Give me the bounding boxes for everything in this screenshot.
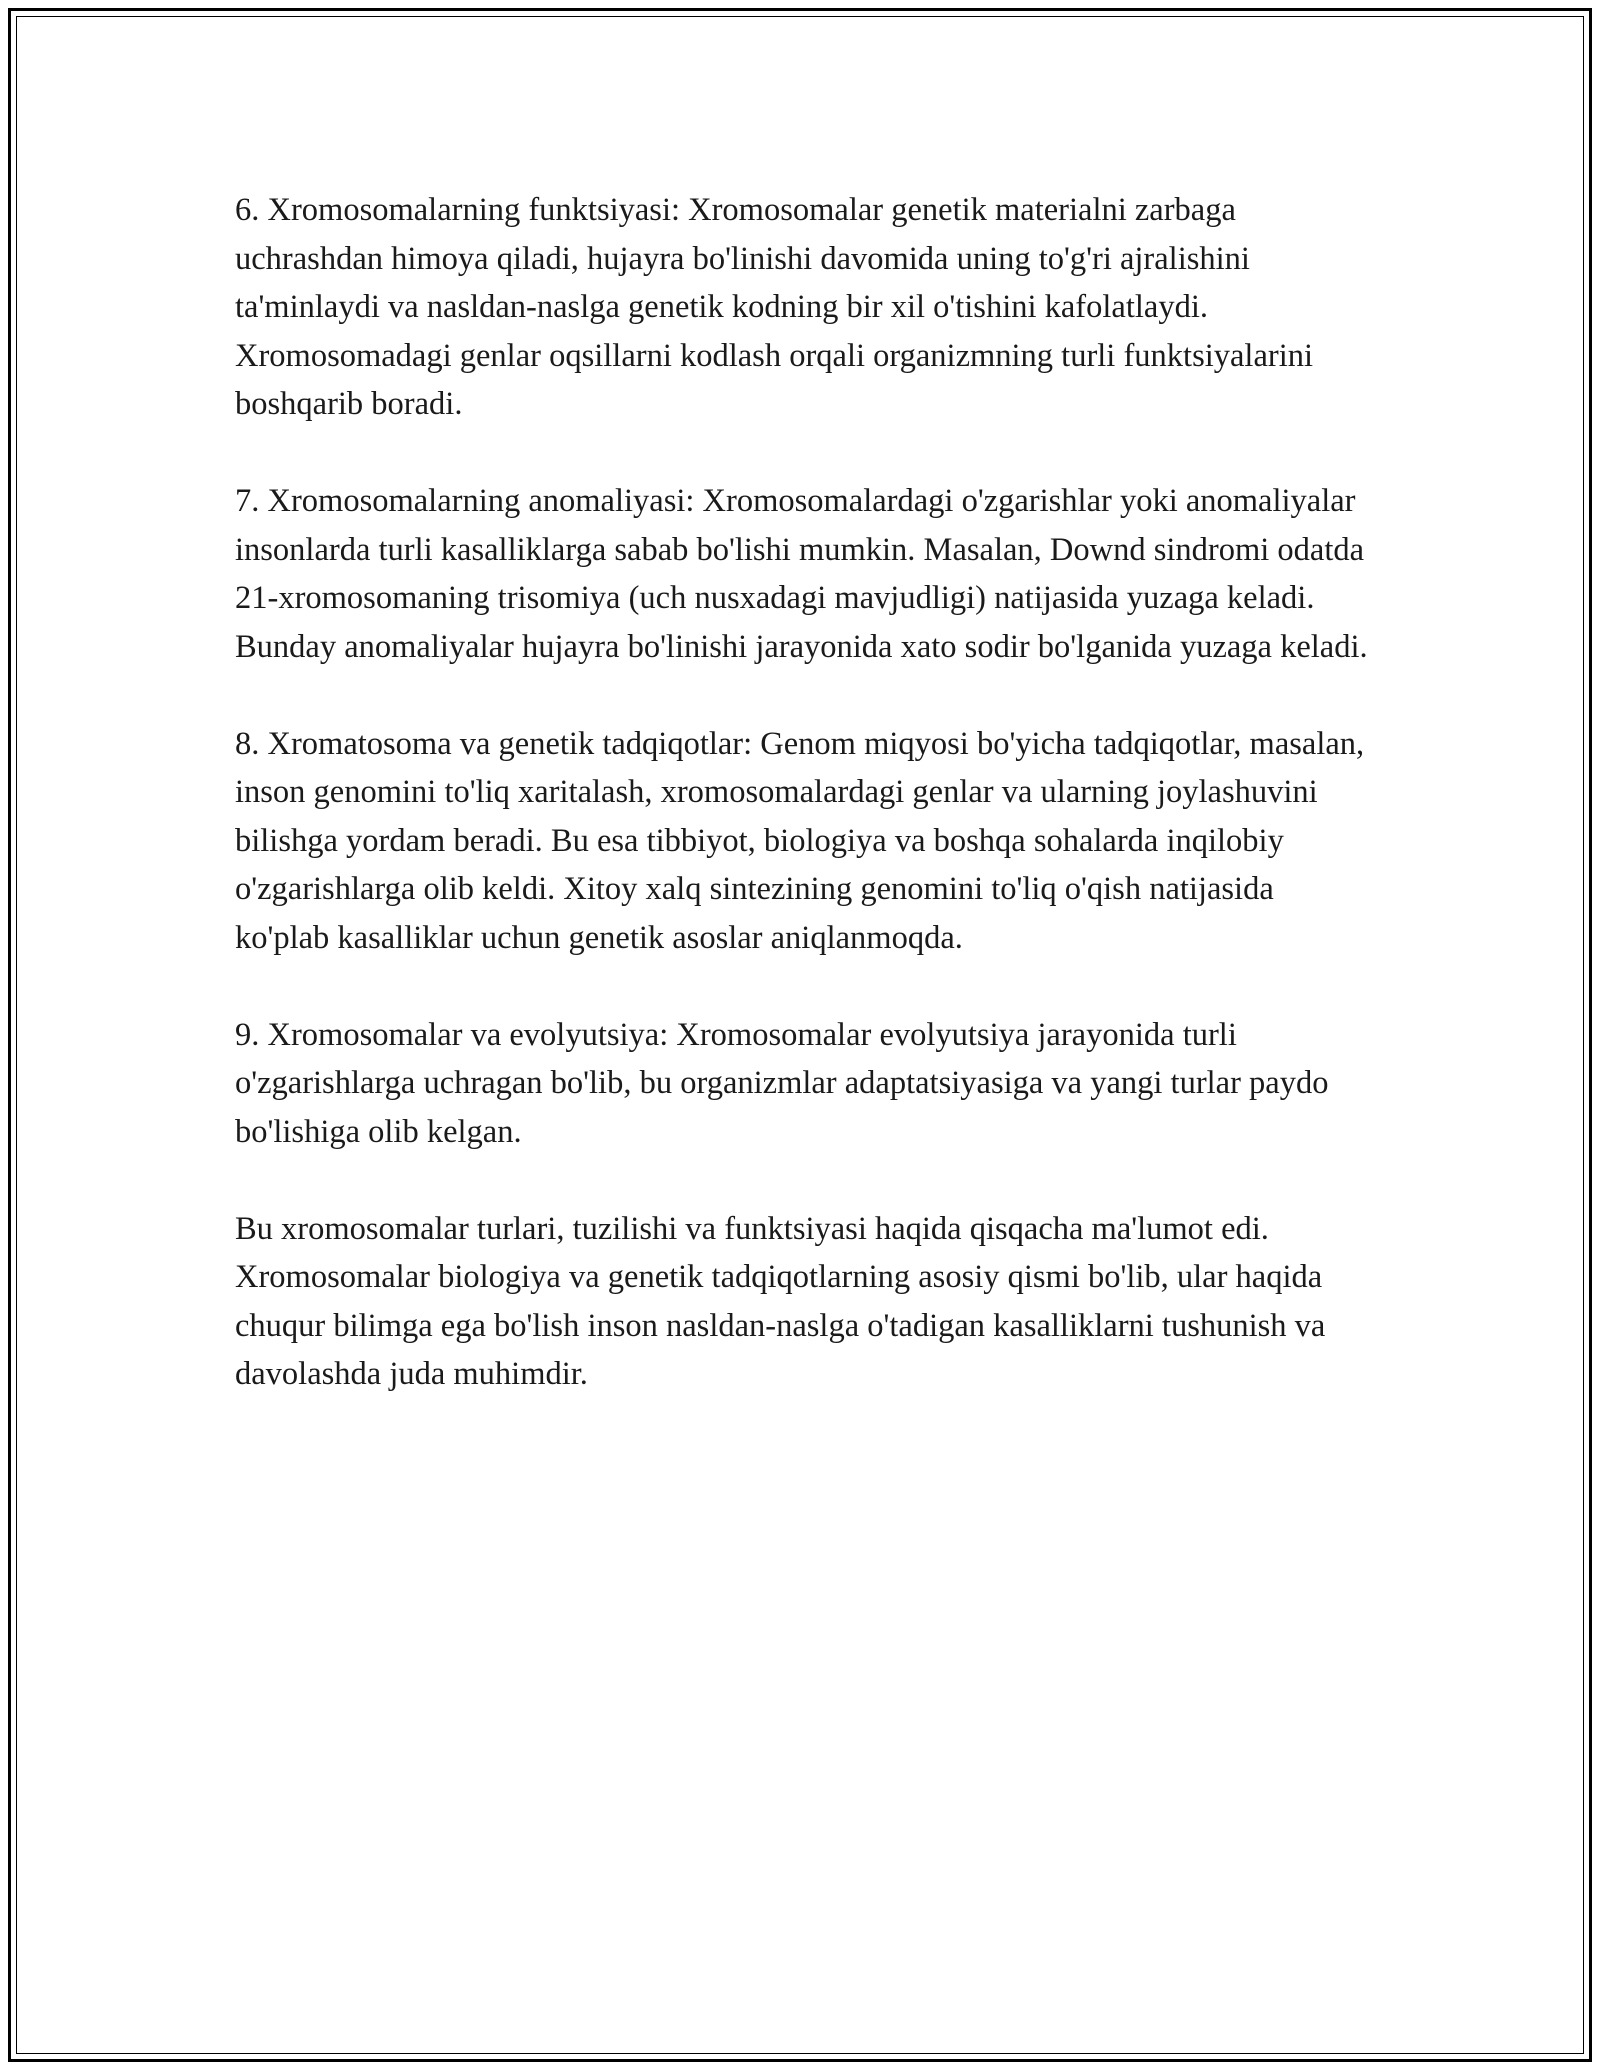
paragraph-summary: Bu xromosomalar turlari, tuzilishi va funktsiyasi haqida qisqacha ma'lumot edi. Xromosomalar biologiya va genetik tadqiqotlarning asosiy qismi bo'lib, ular haqida chuqur bilimga ega bo'lish inson nasldan-naslga o'tadigan kasalliklarni tushunish va davolashda juda muhimdir.	[235, 1210, 1326, 1392]
document-body	[235, 186, 1375, 1447]
paragraph-genetic-research: 8. Xromatosoma va genetik tadqiqotlar: Genom miqyosi bo'yicha tadqiqotlar, masalan, inson genomini to'liq xaritalash, xromosomalardagi genlar va ularning joylashuvini bilishga yordam beradi. Bu esa tibbiyot, biologiya va boshqa sohalarda inqilobiy o'zgarishlarga olib keldi. Xitoy xalq sintezining genomini to'liq o'qish natijasida ko'plab kasalliklar uchun genetik asoslar aniqlanmoqda.	[235, 725, 1365, 956]
paragraph-evolution: 9. Xromosomalar va evolyutsiya: Xromosomalar evolyutsiya jarayonida turli o'zgarishlarga uchragan bo'lib, bu organizmlar adaptatsiyasiga va yangi turlar paydo bo'lishiga olib kelgan.	[235, 1016, 1329, 1150]
paragraph-functions: 6. Xromosomalarning funktsiyasi: Xromosomalar genetik materialni zarbaga uchrashdan himoya qiladi, hujayra bo'linishi davomida uning to'g'ri ajralishini ta'minlaydi va nasldan-naslga genetik kodning bir xil o'tishini kafolatlaydi. Xromosomadagi genlar oqsillarni kodlash orqali organizmning turli funktsiyalarini boshqarib boradi.	[235, 192, 1314, 422]
paragraph-anomalies: 7. Xromosomalarning anomaliyasi: Xromosomalardagi o'zgarishlar yoki anomaliyalar insonlarda turli kasalliklarga sabab bo'lishi mumkin. Masalan, Downd sindromi odatda 21-xromosomaning trisomiya (uch nusxadagi mavjudligi) natijasida yuzaga keladi. Bunday anomaliyalar hujayra bo'linishi jarayonida xato sodir bo'lganida yuzaga keladi.	[235, 483, 1368, 665]
